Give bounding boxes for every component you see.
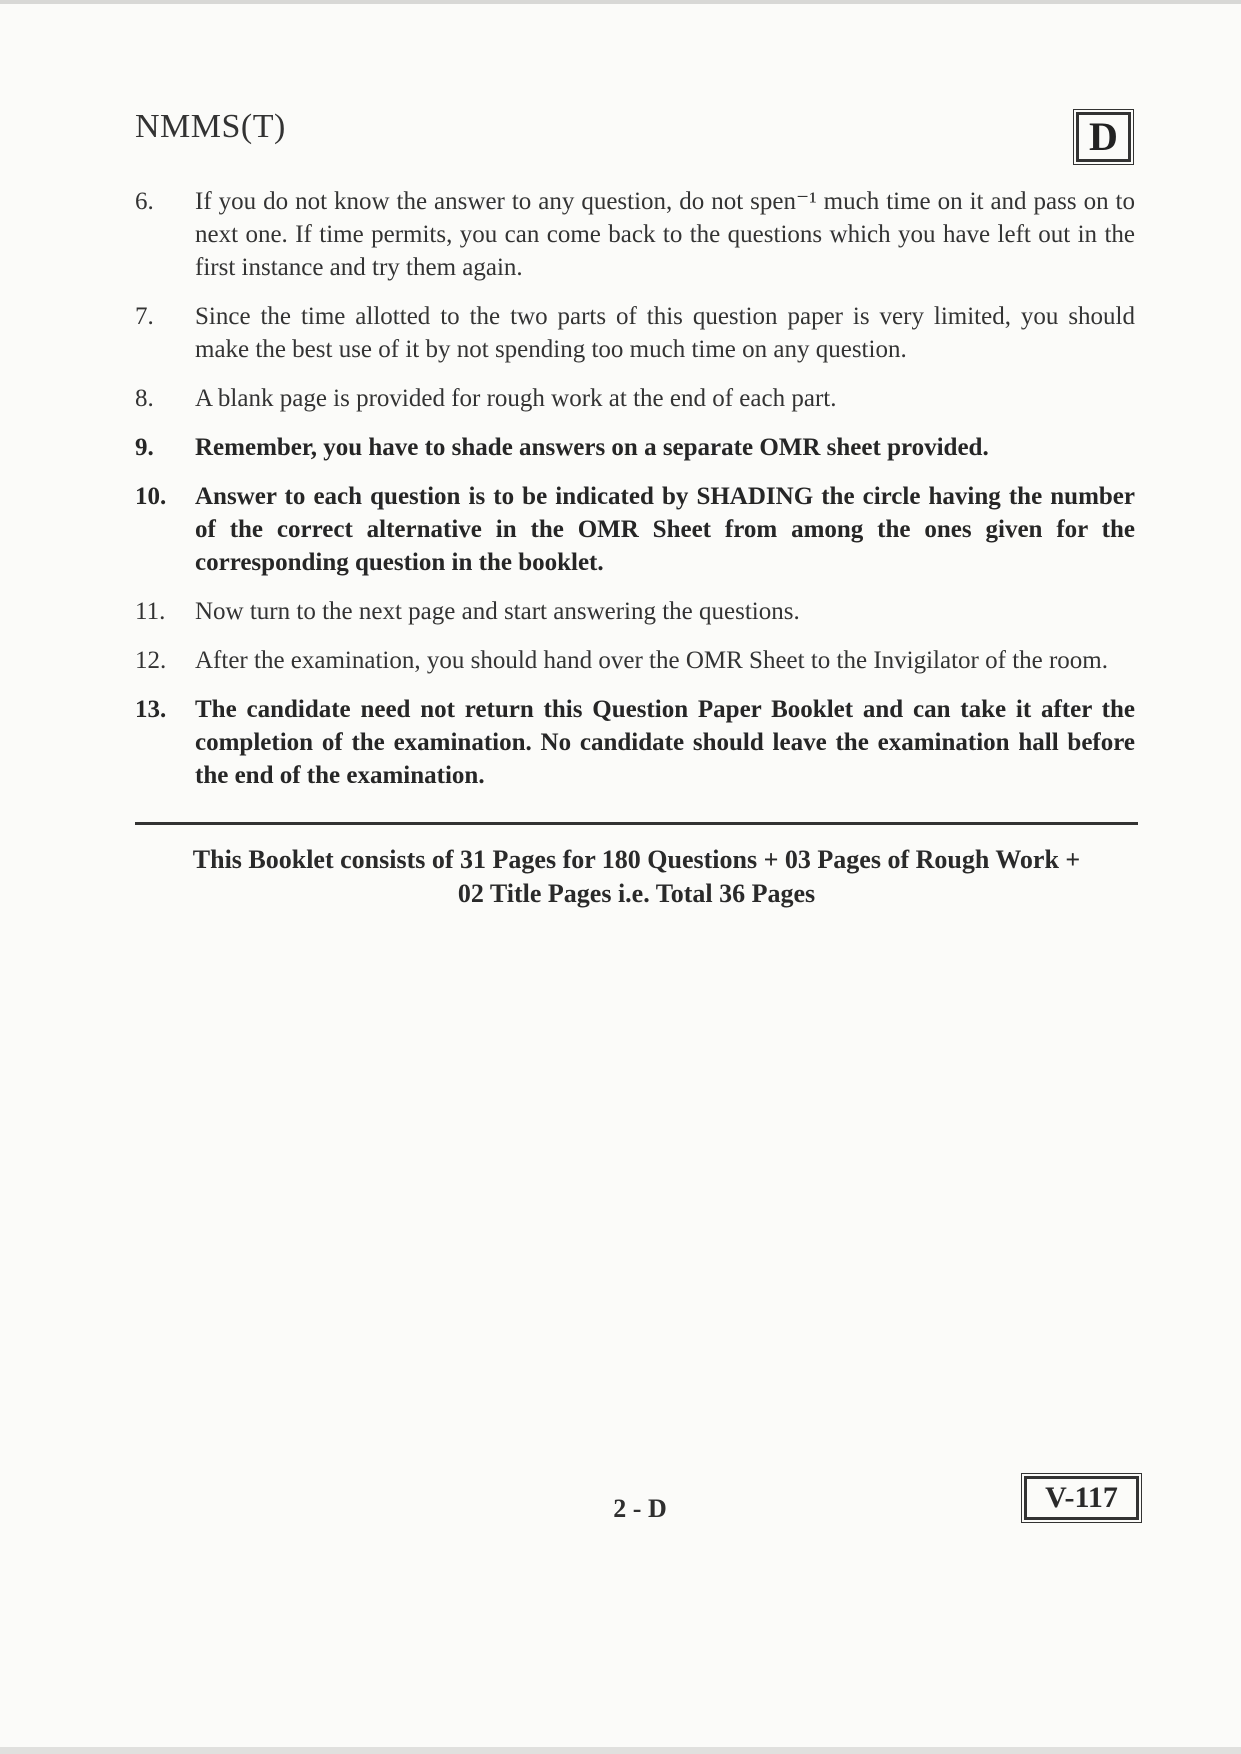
instructions-list (135, 185, 1135, 792)
instruction-text: Since the time allotted to the two parts of this question paper is very limited, you should make the best use of it by not spending too much time on any question. (195, 303, 1135, 363)
instruction-item-10 (135, 480, 1135, 579)
instruction-item-12 (135, 644, 1135, 677)
instruction-number: 6. (135, 188, 154, 215)
page-number: 2 - D (613, 1494, 667, 1523)
instruction-item-8 (135, 382, 1135, 415)
instruction-number: 12. (135, 647, 167, 674)
scan-bottom-edge (0, 1747, 1241, 1754)
instruction-item-7 (135, 300, 1135, 366)
summary-line-1: This Booklet consists of 31 Pages for 180 Questions + 03 Pages of Rough Work + (192, 845, 1081, 874)
divider-rule (135, 822, 1138, 825)
summary-line-2: 02 Title Pages i.e. Total 36 Pages (457, 879, 816, 908)
instruction-number: 8. (135, 385, 154, 412)
instruction-text: The candidate need not return this Question Paper Booklet and can take it after the completion of the examination. No candidate should leave the examination hall before the end of the examination. (195, 696, 1135, 789)
scan-top-edge (0, 0, 1241, 4)
instruction-text: A blank page is provided for rough work at the end of each part. (195, 385, 837, 412)
instruction-number: 10. (135, 483, 167, 510)
instruction-item-13 (135, 693, 1135, 792)
instruction-number: 9. (135, 434, 154, 461)
instruction-text: Remember, you have to shade answers on a separate OMR sheet provided. (195, 434, 989, 461)
paper-code-box: V-117 (1024, 1476, 1139, 1520)
instruction-number: 11. (135, 598, 166, 625)
instruction-number: 7. (135, 303, 154, 330)
instruction-item-9 (135, 431, 1135, 464)
set-code-box: D (1076, 112, 1131, 162)
instruction-number: 13. (135, 696, 167, 723)
instruction-text: Answer to each question is to be indicated by SHADING the circle having the number of the correct alternative in the OMR Sheet from among the ones given for the corresponding question in the booklet. (195, 483, 1135, 576)
instruction-text: If you do not know the answer to any question, do not spen⁻¹ much time on it and pass on to next one. If time permits, you can come back to the questions which you have left out in the first instance and try them again. (195, 188, 1135, 281)
page-title: NMMS(T) (135, 108, 286, 145)
instruction-item-6 (135, 185, 1135, 284)
instruction-text: After the examination, you should hand over the OMR Sheet to the Invigilator of the room. (195, 647, 1109, 674)
booklet-summary (135, 843, 1138, 911)
instruction-item-11 (135, 595, 1135, 628)
instruction-text: Now turn to the next page and start answering the questions. (195, 598, 800, 625)
